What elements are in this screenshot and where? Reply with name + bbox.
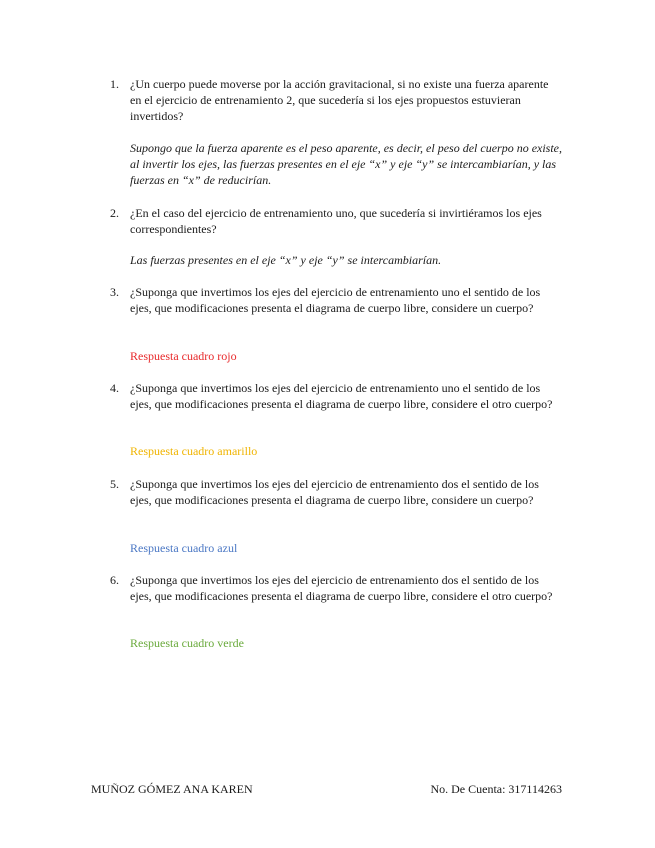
question-number: 4.	[110, 381, 119, 395]
question-number: 5.	[110, 477, 119, 491]
question-text: ¿En el caso del ejercicio de entrenamiento uno, que sucedería si invirtiéramos los ejes correspondientes?	[130, 206, 542, 236]
answer-2: Las fuerzas presentes en el eje “x” y eje “y” se intercambiarían.	[130, 253, 442, 267]
question-text: ¿Suponga que invertimos los ejes del ejercicio de entrenamiento uno el sentido de los ejes, que modificaciones presenta el diagrama de cuerpo libre, considere un cuerpo?	[130, 285, 541, 315]
question-text: ¿Suponga que invertimos los ejes del ejercicio de entrenamiento dos el sentido de los ejes, que modificaciones presenta el diagrama de cuerpo libre, considere el otro cuerpo?	[130, 573, 553, 603]
question-text: ¿Un cuerpo puede moverse por la acción gravitacional, si no existe una fuerza aparente en el ejercicio de entrenamiento 2, que sucedería si los ejes propuestos estuvieran invertidos?	[130, 77, 549, 123]
question-text: ¿Suponga que invertimos los ejes del ejercicio de entrenamiento dos el sentido de los ejes, que modificaciones presenta el diagrama de cuerpo libre, considere un cuerpo?	[130, 477, 539, 507]
footer-author: MUÑOZ GÓMEZ ANA KAREN	[91, 782, 253, 796]
answer-5: Respuesta cuadro azul	[130, 541, 238, 555]
answer-3: Respuesta cuadro rojo	[130, 349, 237, 363]
answer-1: Supongo que la fuerza aparente es el peso aparente, es decir, el peso del cuerpo no existe, al invertir los ejes, las fuerzas presentes en el eje “x” y eje “y” se intercambiarían, y las fuerzas en “x” de reducirían.	[130, 141, 563, 187]
answer-4: Respuesta cuadro amarillo	[130, 444, 258, 458]
footer-account: No. De Cuenta: 317114263	[430, 782, 562, 796]
question-text: ¿Suponga que invertimos los ejes del ejercicio de entrenamiento uno el sentido de los ejes, que modificaciones presenta el diagrama de cuerpo libre, considere el otro cuerpo?	[130, 381, 553, 411]
question-number: 6.	[110, 573, 119, 587]
question-number: 1.	[110, 77, 119, 91]
question-number: 2.	[110, 206, 119, 220]
question-number: 3.	[110, 285, 119, 299]
answer-6: Respuesta cuadro verde	[130, 636, 244, 650]
